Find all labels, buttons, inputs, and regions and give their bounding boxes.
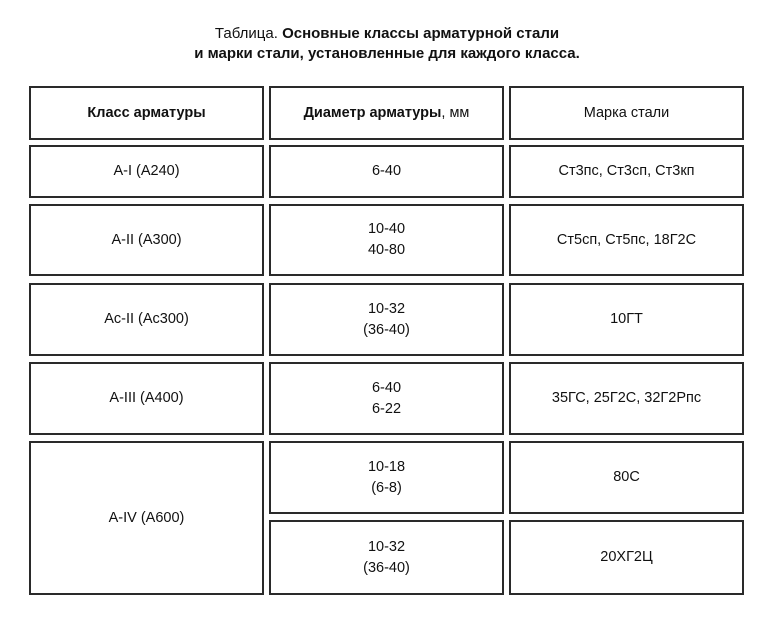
- cell-text: A-IV (A600): [108, 509, 185, 526]
- table-caption: [0, 24, 774, 64]
- row-1-diameter: [269, 145, 504, 198]
- header-diameter-bold: Диаметр арматуры: [303, 104, 442, 121]
- cell-text: 10-32: [367, 300, 406, 317]
- row-5b-diameter: [269, 520, 504, 595]
- cell-text: Ac-II (Ac300): [104, 311, 189, 327]
- header-diameter-unit: , мм: [441, 104, 470, 121]
- caption-prefix: Таблица.: [214, 25, 278, 42]
- cell-text: 6-22: [371, 400, 402, 417]
- cell-text: A-III (A400): [109, 390, 184, 406]
- row-5a-steel: [509, 441, 744, 514]
- caption-title-line-2: и марки стали, установленные для каждого класса.: [194, 45, 580, 62]
- row-2-diameter: [269, 204, 504, 276]
- cell-text: 20ХГ2Ц: [600, 549, 653, 565]
- cell-text: Ст3пс, Ст3сп, Ст3кп: [558, 163, 695, 179]
- header-steel-label: Марка стали: [583, 104, 670, 121]
- cell-text: (6-8): [371, 479, 402, 496]
- cell-text: 35ГС, 25Г2С, 32Г2Рпс: [551, 390, 702, 406]
- cell-text: 6-40: [371, 163, 402, 179]
- row-1-steel: [509, 145, 744, 198]
- row-1-class: [29, 145, 264, 198]
- row-4-diameter: [269, 362, 504, 435]
- header-steel: [509, 86, 744, 140]
- row-3-steel: [509, 283, 744, 356]
- row-4-steel: [509, 362, 744, 435]
- row-5b-steel: [509, 520, 744, 595]
- row-5a-diameter: [269, 441, 504, 514]
- cell-text: 10-18: [367, 458, 406, 475]
- caption-line-1: [0, 24, 774, 44]
- row-4-class: [29, 362, 264, 435]
- cell-text: A-I (A240): [113, 163, 180, 179]
- cell-text: 6-40: [371, 379, 402, 396]
- caption-line-2: [0, 44, 774, 64]
- header-class-label: Класс арматуры: [87, 104, 206, 121]
- header-class: [29, 86, 264, 140]
- cell-text: 80С: [613, 469, 640, 485]
- row-3-class: [29, 283, 264, 356]
- cell-text: 10-40: [367, 221, 406, 237]
- row-3-diameter: [269, 283, 504, 356]
- cell-text: A-II (A300): [111, 231, 182, 248]
- cell-text: Ст5сп, Ст5пс, 18Г2С: [556, 231, 697, 248]
- cell-text: 40-80: [367, 242, 406, 258]
- row-2-steel: [509, 204, 744, 276]
- row-5-class: [29, 441, 264, 595]
- cell-text: 10-32: [367, 538, 406, 555]
- cell-text: (36-40): [363, 321, 410, 338]
- row-2-class: [29, 204, 264, 276]
- header-diameter-label: [304, 103, 470, 124]
- cell-text: 10ГТ: [610, 311, 643, 327]
- caption-title-line-1: Основные классы арматурной стали: [282, 25, 560, 42]
- header-diameter: [269, 86, 504, 140]
- cell-text: (36-40): [363, 559, 410, 576]
